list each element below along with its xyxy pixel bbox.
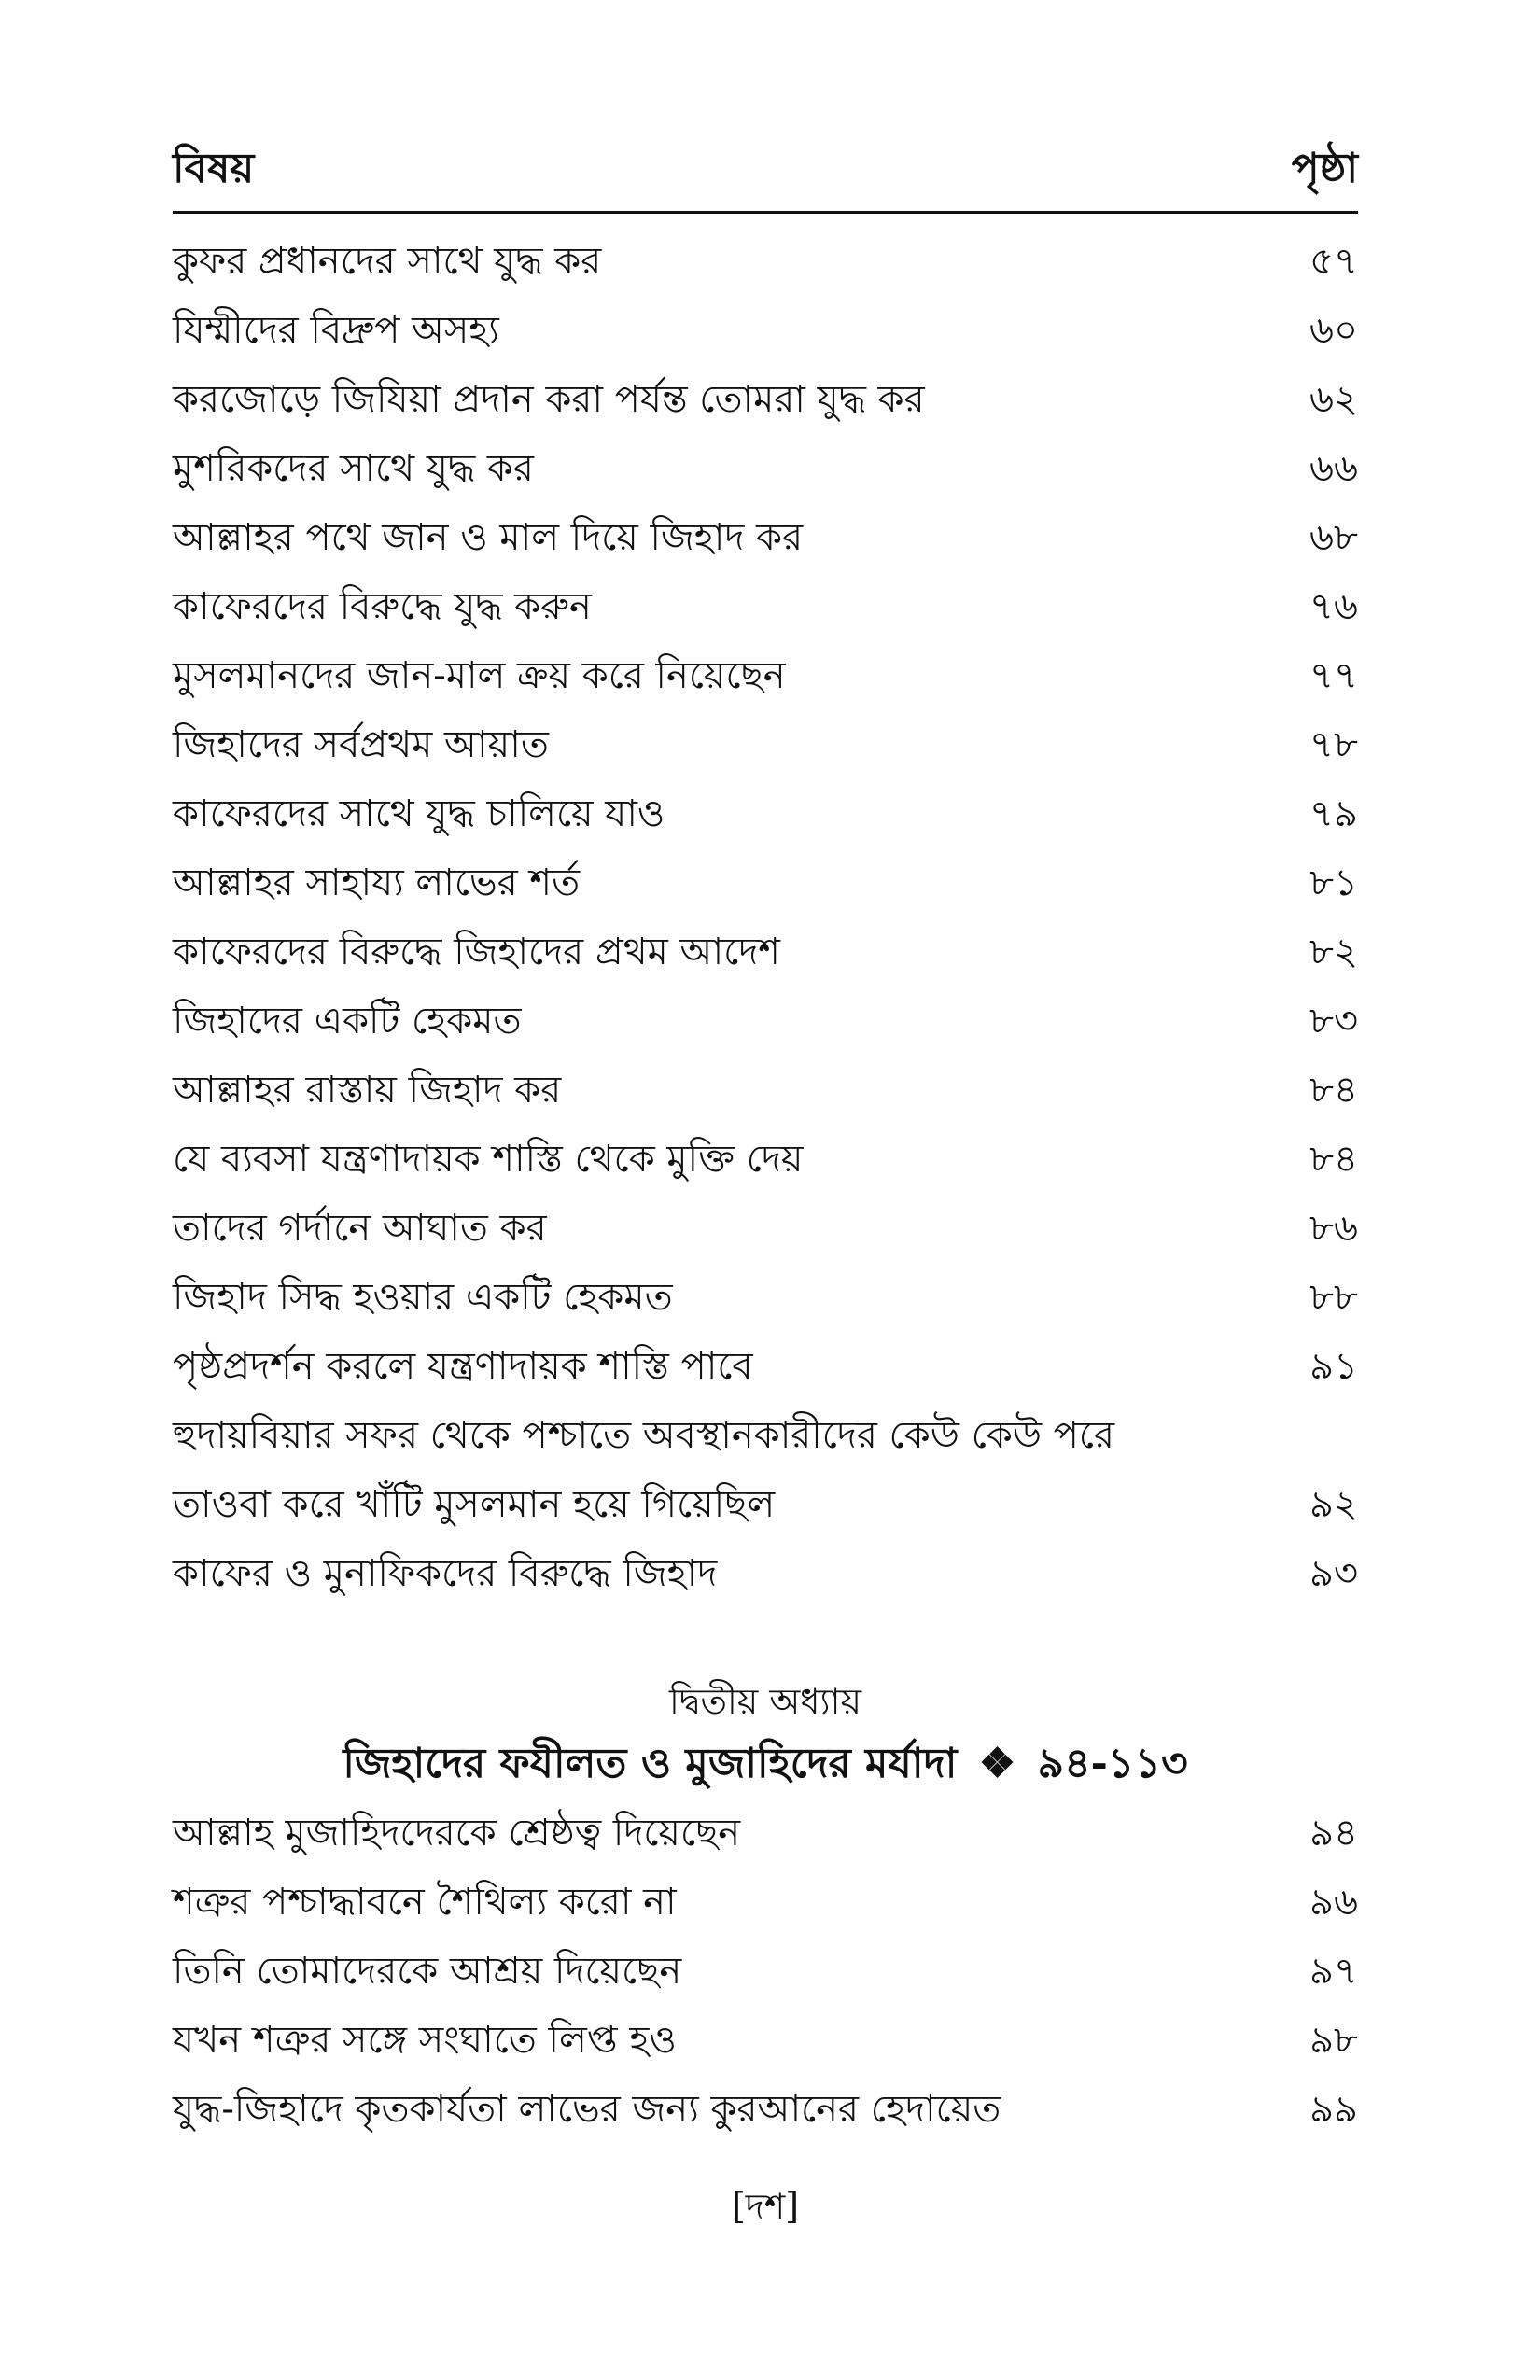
entry-page: ৮৩ [1309, 1000, 1358, 1043]
entry-title-line2: তাওবা করে খাঁটি মুসলমান হয়ে গিয়েছিল [173, 1483, 776, 1526]
entry-title: মুশরিকদের সাথে যুদ্ধ কর [173, 447, 534, 490]
entry-title: আল্লাহর সাহায্য লাভের শর্ত [173, 861, 581, 904]
entry-title: যুদ্ধ-জিহাদে কৃতকার্যতা লাভের জন্য কুরআনের হেদায়েত [173, 2088, 1001, 2131]
toc-entry [173, 779, 1358, 848]
toc-entry [173, 710, 1358, 779]
entry-page: ৯৮ [1309, 2019, 1358, 2062]
toc-entry [173, 1263, 1358, 1332]
toc-entries-chapter2 [173, 1799, 1358, 2144]
toc-entry [173, 1125, 1358, 1194]
entry-page: ৯৬ [1309, 1881, 1358, 1924]
toc-entry [173, 2006, 1358, 2075]
toc-entry [173, 2075, 1358, 2144]
entry-title: কাফেরদের সাথে যুদ্ধ চালিয়ে যাও [173, 792, 665, 835]
entry-page: ৬২ [1309, 378, 1358, 421]
entry-page: ৮২ [1309, 931, 1358, 973]
toc-entry [173, 296, 1358, 365]
toc-entries [173, 227, 1358, 1608]
toc-entry [173, 1056, 1358, 1125]
toc-entry [173, 987, 1358, 1056]
toc-entry [173, 848, 1358, 917]
toc-entry [173, 503, 1358, 572]
entry-title: যখন শত্রুর সঙ্গে সংঘাতে লিপ্ত হও [173, 2019, 677, 2062]
entry-page: ৭৯ [1309, 792, 1358, 835]
entry-page: ৮১ [1309, 861, 1358, 904]
toc-page [173, 131, 1358, 2239]
entry-title: কাফেরদের বিরুদ্ধে জিহাদের প্রথম আদেশ [173, 931, 780, 973]
entry-page: ৬০ [1309, 309, 1358, 352]
entry-page: ৫৭ [1309, 240, 1358, 283]
entry-title-line1: হুদায়বিয়ার সফর থেকে পশ্চাতে অবস্থানকারীদের কেউ কেউ পরে [173, 1414, 1114, 1457]
entry-page: ৮৪ [1309, 1138, 1358, 1181]
entry-page: ৮৮ [1309, 1276, 1358, 1319]
toc-entry [173, 1937, 1358, 2006]
toc-entry [173, 1194, 1358, 1263]
entry-page: ৯৪ [1309, 1812, 1358, 1855]
toc-entry [173, 1868, 1358, 1937]
toc-header [173, 131, 1358, 214]
toc-entry [173, 572, 1358, 641]
page-folio: [দশ] [731, 2186, 800, 2227]
entry-page: ৮৬ [1309, 1207, 1358, 1250]
entry-page: ৯৭ [1309, 1950, 1358, 1993]
toc-entry [173, 434, 1358, 503]
entry-title: কাফেরদের বিরুদ্ধে যুদ্ধ করুন [173, 585, 592, 628]
entry-title: তাদের গর্দানে আঘাত কর [173, 1207, 547, 1250]
entry-title: কাফের ও মুনাফিকদের বিরুদ্ধে জিহাদ [173, 1552, 718, 1595]
entry-title [173, 1401, 1283, 1539]
entry-title: করজোড়ে জিযিয়া প্রদান করা পর্যন্ত তোমরা যুদ্ধ কর [173, 378, 925, 421]
header-subject: বিষয় [173, 145, 255, 192]
ornament-diamond-icon: ❖ [978, 1740, 1016, 1787]
entry-page: ৮৪ [1309, 1069, 1358, 1112]
entry-title: আল্লাহ মুজাহিদদেরকে শ্রেষ্ঠত্ব দিয়েছেন [173, 1812, 741, 1855]
entry-page: ৯১ [1309, 1345, 1358, 1388]
entry-page: ৭৬ [1309, 585, 1358, 628]
toc-entry [173, 1799, 1358, 1868]
entry-title: পৃষ্ঠপ্রদর্শন করলে যন্ত্রণাদায়ক শাস্তি পাবে [173, 1345, 753, 1388]
entry-title: মুসলমানদের জান-মাল ক্রয় করে নিয়েছেন [173, 654, 786, 697]
entry-title: আল্লাহর পথে জান ও মাল দিয়ে জিহাদ কর [173, 516, 804, 559]
entry-page: ৬৮ [1309, 516, 1358, 559]
toc-entry [173, 917, 1358, 987]
entry-title: জিহাদের একটি হেকমত [173, 1000, 522, 1043]
entry-page: ৬৬ [1309, 447, 1358, 490]
entry-title: যে ব্যবসা যন্ত্রণাদায়ক শাস্তি থেকে মুক্তি দেয় [173, 1138, 804, 1181]
entry-title: শত্রুর পশ্চাদ্ধাবনে শৈথিল্য করো না [173, 1881, 677, 1924]
toc-entry [173, 1332, 1358, 1401]
chapter-title-row [173, 1729, 1358, 1799]
entry-title: জিহাদ সিদ্ধ হওয়ার একটি হেকমত [173, 1276, 673, 1319]
entry-page: ৯৯ [1309, 2088, 1358, 2131]
chapter-heading [173, 1673, 1358, 1799]
chapter-label: দ্বিতীয় অধ্যায় [669, 1681, 861, 1722]
entry-page: ৭৭ [1309, 654, 1358, 697]
toc-entry [173, 365, 1358, 434]
chapter-title: জিহাদের ফযীলত ও মুজাহিদের মর্যাদা [343, 1740, 958, 1787]
toc-entry-multiline [173, 1401, 1358, 1539]
entry-page: ৭৮ [1309, 723, 1358, 766]
entry-title: তিনি তোমাদেরকে আশ্রয় দিয়েছেন [173, 1950, 682, 1993]
entry-title: জিহাদের সর্বপ্রথম আয়াত [173, 723, 549, 766]
toc-entry [173, 227, 1358, 296]
toc-entry [173, 1539, 1358, 1608]
toc-entry [173, 641, 1358, 710]
chapter-page-range: ৯৪-১১৩ [1037, 1740, 1188, 1787]
entry-title: কুফর প্রধানদের সাথে যুদ্ধ কর [173, 240, 602, 283]
header-page: পৃষ্ঠা [1291, 145, 1358, 192]
entry-title: যিম্মীদের বিদ্রুপ অসহ্য [173, 309, 499, 352]
entry-page: ৯৩ [1309, 1552, 1358, 1595]
entry-title: আল্লাহর রাস্তায় জিহাদ কর [173, 1069, 562, 1112]
entry-page: ৯২ [1309, 1483, 1358, 1526]
